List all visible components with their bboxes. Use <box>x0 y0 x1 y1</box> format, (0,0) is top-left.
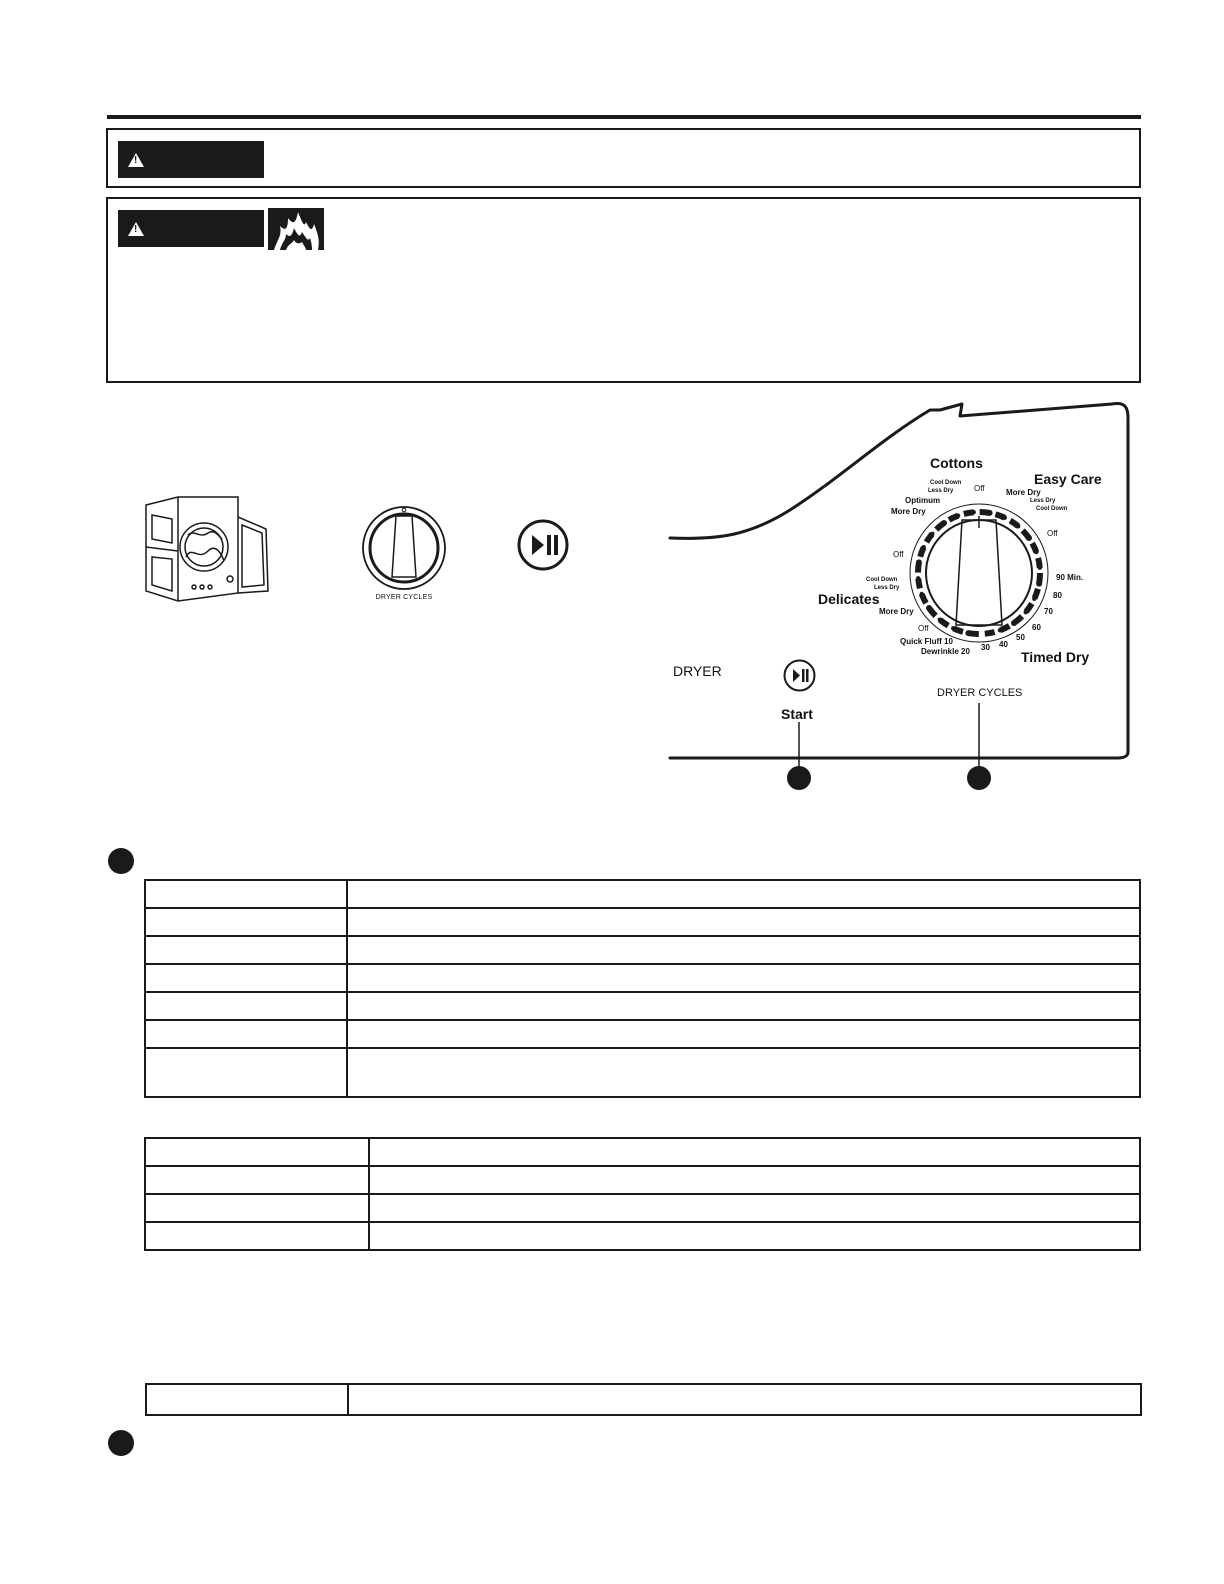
setting-label: 70 <box>1044 607 1053 616</box>
cycle-group-cottons: Cottons <box>930 455 983 471</box>
setting-label: Cool Down <box>1036 506 1068 512</box>
dryer-cycles-knob-illustration <box>358 503 450 605</box>
setting-label: Off <box>893 550 904 559</box>
start-label: Start <box>781 706 813 722</box>
fire-hazard-icon <box>268 208 324 250</box>
dial-position-dot <box>916 559 922 565</box>
table-row <box>145 992 1140 1020</box>
dial-position-dot <box>1016 524 1020 528</box>
table-row <box>145 1166 1140 1194</box>
setting-label: More Dry <box>1006 488 1041 497</box>
dial-position-dot <box>926 605 932 611</box>
start-button-icon[interactable] <box>783 659 816 692</box>
cycle-group-delicates: Delicates <box>818 591 880 607</box>
dial-position-dot <box>1032 597 1036 601</box>
fire-warning-box <box>106 197 1141 383</box>
start-options-table <box>144 879 1141 1098</box>
table-row <box>145 908 1140 936</box>
table-row <box>145 880 1140 908</box>
setting-label: Less Dry <box>874 585 900 591</box>
table-row <box>145 1194 1140 1222</box>
dial-position-dot <box>1034 550 1038 554</box>
dial-position-dot <box>1023 610 1027 614</box>
table-row <box>146 1384 1141 1415</box>
dial-position-dot <box>1003 516 1007 520</box>
dial-position-dot <box>922 545 926 549</box>
play-pause-icon <box>517 519 569 576</box>
setting-label: Quick Fluff 10 <box>900 637 953 646</box>
table-row <box>145 1048 1140 1097</box>
setting-label: Off <box>918 624 929 633</box>
setting-label: 90 Min. <box>1056 573 1084 582</box>
warning-triangle-icon: ! <box>128 222 144 236</box>
setting-label: Off <box>974 484 985 493</box>
panel-brand-label: DRYER <box>673 663 722 679</box>
setting-label: Off <box>1047 529 1058 538</box>
section-marker-2 <box>108 1430 134 1456</box>
dryer-cycles-dial-label: DRYER CYCLES <box>937 687 1023 699</box>
dial-position-dot <box>1038 566 1042 570</box>
dial-position-dot <box>965 630 971 636</box>
dial-ring <box>918 512 1040 634</box>
cycle-group-timed-dry: Timed Dry <box>1021 649 1090 665</box>
table-row <box>145 936 1140 964</box>
setting-label: 40 <box>999 640 1008 649</box>
dial-position-dot <box>1026 535 1032 541</box>
section-marker-1 <box>108 848 134 874</box>
cycle-group-easy-care: Easy Care <box>1034 471 1102 487</box>
setting-label: Cool Down <box>866 577 898 583</box>
dial-position-dot <box>972 510 976 514</box>
table-row <box>145 1222 1140 1250</box>
setting-label: 30 <box>981 643 990 652</box>
table-row <box>145 1020 1140 1048</box>
signal-word-banner <box>118 141 264 178</box>
dial-position-dot <box>920 592 924 596</box>
dial-position-dot <box>1011 620 1017 626</box>
dial-position-dot <box>987 510 993 516</box>
setting-label: Less Dry <box>1030 498 1056 504</box>
setting-label: Cool Down <box>930 480 962 486</box>
dial-position-dot <box>916 576 920 580</box>
dial-position-dot <box>951 626 955 630</box>
table-row <box>145 964 1140 992</box>
cycle-options-table <box>144 1137 1141 1251</box>
single-row-table <box>145 1383 1142 1416</box>
setting-label: Less Dry <box>928 488 954 494</box>
setting-label: 80 <box>1053 591 1062 600</box>
setting-label: Dewrinkle 20 <box>921 647 970 656</box>
setting-label: Optimum <box>905 496 941 505</box>
table-row <box>145 1138 1140 1166</box>
setting-label: 50 <box>1016 633 1025 642</box>
setting-label: 60 <box>1032 623 1041 632</box>
dial-position-dot <box>1036 581 1042 587</box>
warning-triangle-icon: ! <box>128 153 144 167</box>
dial-position-dot <box>956 514 960 518</box>
dryer-loading-illustration <box>138 495 278 615</box>
dial-position-dot <box>941 520 947 526</box>
dial-position-dot <box>998 628 1002 632</box>
signal-word-banner-2 <box>118 210 264 247</box>
setting-label: More Dry <box>879 607 914 616</box>
dial-position-dot <box>938 618 942 622</box>
header-rule <box>107 115 1141 119</box>
setting-label: More Dry <box>891 507 926 516</box>
safety-message-box <box>106 128 1141 188</box>
dial-position-dot <box>930 532 934 536</box>
small-knob-label: DRYER CYCLES <box>375 594 433 601</box>
